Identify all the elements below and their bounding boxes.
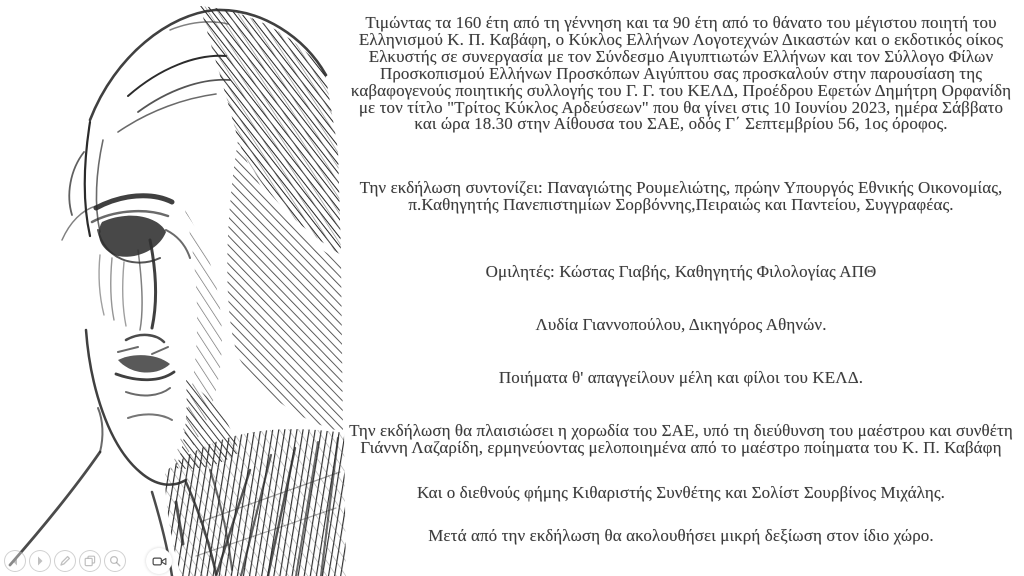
portrait-sketch-svg [0, 0, 348, 576]
invitation-intro: Τιμώντας τα 160 έτη από τη γέννηση και τα 90 έτη από το θάνατο του μέγιστου ποιητή του Ελληνισμού Κ. Π. Καβάφη, ο Κύκλος Ελλήνων Λογοτεχνών Δικαστών και ο εκδοτικός οίκος Ελκυστής σε συνεργασία με τον Σύνδεσμο Αιγυπτιωτών Ελλήνων και τον Σύλλογο Φίλων Προσκοπισμού Ελλήνων Προσκόπων Αιγύπτου σας προσκαλούν στην παρουσίαση της καβαφογενούς ποιητικής συλλογής του Γ. Γ. του ΚΕΛΔ, Προέδρου Εφετών Δημήτρη Ορφανίδη με τον τίτλο "Τρίτος Κύκλος Αρδεύσεων" που θα γίνει στις 10 Ιουνίου 2023, ημέρα Σάββατο και ώρα 18.30 στην Αίθουσα του ΣΑΕ, οδός Γ΄ Σεπτεμβρίου 56, 1ος όροφος. [350, 13, 1012, 134]
invitation-reception: Μετά από την εκδήλωση θα ακολουθήσει μικρή δεξίωση στον ίδιο χώρο. [428, 526, 934, 545]
magnifier-icon [109, 555, 121, 567]
invitation-text [347, 0, 1015, 576]
zoom-button[interactable] [104, 550, 126, 572]
viewer-controls [4, 549, 172, 573]
video-camera-button[interactable] [146, 548, 172, 574]
edit-button[interactable] [54, 550, 76, 572]
chevron-left-icon [9, 555, 21, 567]
next-button[interactable] [29, 550, 51, 572]
pencil-icon [59, 555, 71, 567]
invitation-speaker-1: Ομιλητές: Κώστας Γιαβής, Καθηγητής Φιλολογίας ΑΠΘ [485, 262, 877, 281]
cavafy-portrait-sketch [0, 0, 348, 576]
invitation-choir: Την εκδήλωση θα πλαισιώσει η χορωδία του ΣΑΕ, υπό τη διεύθυνση του μαέστρου και συνθέτη Γιάννη Λαζαρίδη, ερμηνεύοντας μελοποιημένα από το μαέστρο ποίηματα του Κ. Π. Καβάφη [349, 421, 1013, 457]
previous-button[interactable] [4, 550, 26, 572]
invitation-guitarist: Και ο διεθνούς φήμης Κιθαριστής Συνθέτης και Σολίστ Σουρβίνος Μιχάλης. [416, 483, 946, 502]
invitation-poems: Ποιήματα θ' απαγγείλουν μέλη και φίλοι του ΚΕΛΔ. [498, 368, 864, 387]
invitation-coordinator: Την εκδήλωση συντονίζει: Παναγιώτης Ρουμελιώτης, πρώην Υπουργός Εθνικής Οικονομίας, π.Καθηγητής Πανεπιστημίων Σορβόννης,Πειραιώς και Παντείου, Συγγραφέας. [359, 178, 1003, 214]
sketch-dark-details [99, 216, 170, 373]
chevron-right-icon [34, 555, 46, 567]
sketch-shading [116, 6, 346, 576]
invitation-speaker-2: Λυδία Γιαννοπούλου, Δικηγόρος Αθηνών. [535, 315, 827, 334]
video-camera-icon [152, 554, 167, 569]
copies-button[interactable] [79, 550, 101, 572]
layers-icon [84, 555, 96, 567]
